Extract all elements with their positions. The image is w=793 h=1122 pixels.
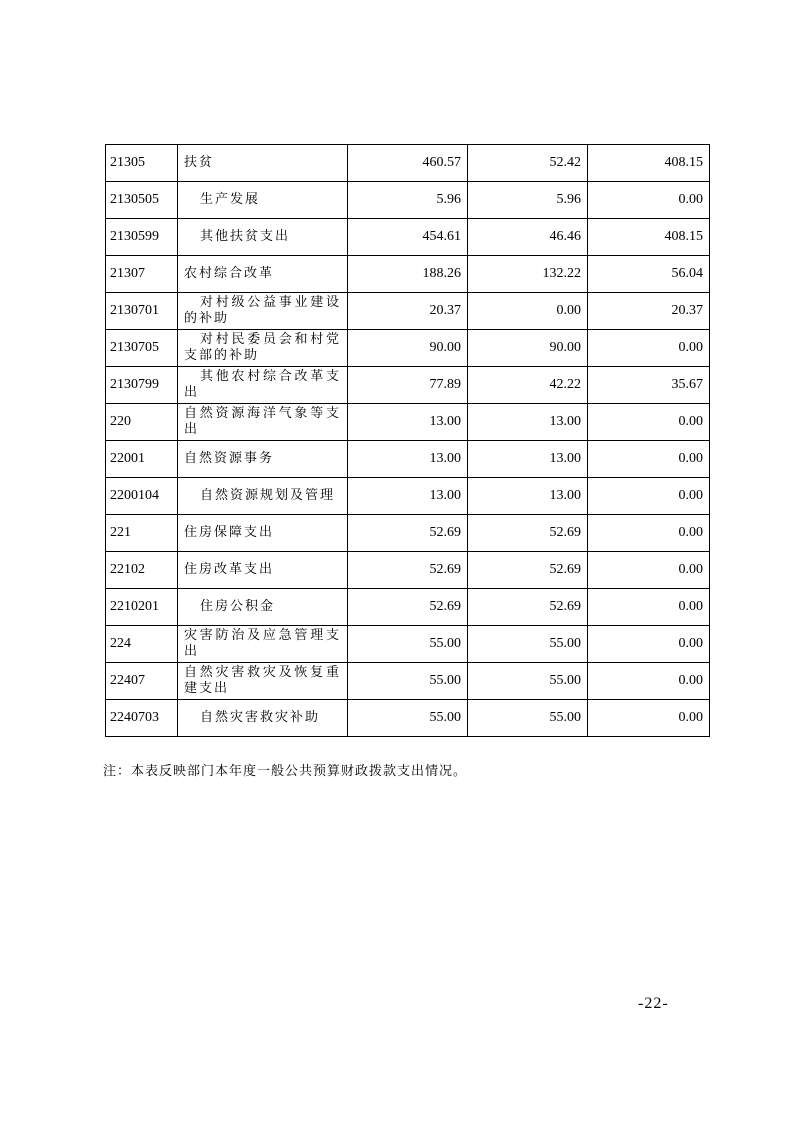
project-expenditure-cell: 20.37 xyxy=(588,293,710,330)
project-expenditure-cell: 0.00 xyxy=(588,700,710,737)
table-row xyxy=(106,182,710,219)
basic-expenditure-cell: 52.69 xyxy=(468,515,588,552)
subject-name-cell: 自然灾害救灾补助 xyxy=(178,700,348,737)
subject-name-cell: 其他扶贫支出 xyxy=(178,219,348,256)
basic-expenditure-cell: 52.42 xyxy=(468,145,588,182)
subject-code-cell: 2130701 xyxy=(106,293,178,330)
project-expenditure-cell: 0.00 xyxy=(588,515,710,552)
table-row xyxy=(106,626,710,663)
project-expenditure-cell: 0.00 xyxy=(588,589,710,626)
subject-code-cell: 22407 xyxy=(106,663,178,700)
project-expenditure-cell: 56.04 xyxy=(588,256,710,293)
project-expenditure-cell: 0.00 xyxy=(588,441,710,478)
project-expenditure-cell: 0.00 xyxy=(588,663,710,700)
project-expenditure-cell: 408.15 xyxy=(588,219,710,256)
subject-name-cell: 对村级公益事业建设的补助 xyxy=(178,293,348,330)
subject-code-cell: 21305 xyxy=(106,145,178,182)
table-row xyxy=(106,663,710,700)
table-row xyxy=(106,219,710,256)
total-amount-cell: 188.26 xyxy=(348,256,468,293)
total-amount-cell: 454.61 xyxy=(348,219,468,256)
basic-expenditure-cell: 55.00 xyxy=(468,626,588,663)
table-row xyxy=(106,700,710,737)
subject-name-cell: 对村民委员会和村党支部的补助 xyxy=(178,330,348,367)
project-expenditure-cell: 0.00 xyxy=(588,478,710,515)
table-row xyxy=(106,367,710,404)
project-expenditure-cell: 0.00 xyxy=(588,626,710,663)
table-row xyxy=(106,293,710,330)
budget-table-container xyxy=(105,144,709,737)
subject-name-cell: 其他农村综合改革支出 xyxy=(178,367,348,404)
table-row xyxy=(106,441,710,478)
basic-expenditure-cell: 46.46 xyxy=(468,219,588,256)
total-amount-cell: 20.37 xyxy=(348,293,468,330)
basic-expenditure-cell: 52.69 xyxy=(468,552,588,589)
subject-name-cell: 自然资源事务 xyxy=(178,441,348,478)
project-expenditure-cell: 408.15 xyxy=(588,145,710,182)
subject-code-cell: 2130705 xyxy=(106,330,178,367)
project-expenditure-cell: 0.00 xyxy=(588,182,710,219)
subject-code-cell: 21307 xyxy=(106,256,178,293)
subject-code-cell: 2130799 xyxy=(106,367,178,404)
total-amount-cell: 52.69 xyxy=(348,515,468,552)
subject-name-cell: 自然资源海洋气象等支出 xyxy=(178,404,348,441)
total-amount-cell: 13.00 xyxy=(348,441,468,478)
subject-code-cell: 2130505 xyxy=(106,182,178,219)
basic-expenditure-cell: 132.22 xyxy=(468,256,588,293)
subject-name-cell: 灾害防治及应急管理支出 xyxy=(178,626,348,663)
subject-code-cell: 220 xyxy=(106,404,178,441)
table-row xyxy=(106,256,710,293)
table-row xyxy=(106,515,710,552)
total-amount-cell: 13.00 xyxy=(348,478,468,515)
subject-name-cell: 住房公积金 xyxy=(178,589,348,626)
total-amount-cell: 55.00 xyxy=(348,700,468,737)
basic-expenditure-cell: 5.96 xyxy=(468,182,588,219)
subject-code-cell: 224 xyxy=(106,626,178,663)
project-expenditure-cell: 0.00 xyxy=(588,330,710,367)
basic-expenditure-cell: 0.00 xyxy=(468,293,588,330)
total-amount-cell: 55.00 xyxy=(348,626,468,663)
subject-code-cell: 2130599 xyxy=(106,219,178,256)
project-expenditure-cell: 35.67 xyxy=(588,367,710,404)
subject-name-cell: 自然资源规划及管理 xyxy=(178,478,348,515)
table-body xyxy=(106,145,710,737)
subject-code-cell: 221 xyxy=(106,515,178,552)
total-amount-cell: 13.00 xyxy=(348,404,468,441)
subject-code-cell: 2210201 xyxy=(106,589,178,626)
table-row xyxy=(106,589,710,626)
table-row xyxy=(106,404,710,441)
basic-expenditure-cell: 13.00 xyxy=(468,404,588,441)
basic-expenditure-cell: 13.00 xyxy=(468,478,588,515)
table-row xyxy=(106,145,710,182)
subject-name-cell: 扶贫 xyxy=(178,145,348,182)
project-expenditure-cell: 0.00 xyxy=(588,552,710,589)
total-amount-cell: 460.57 xyxy=(348,145,468,182)
table-row xyxy=(106,478,710,515)
subject-name-cell: 住房保障支出 xyxy=(178,515,348,552)
total-amount-cell: 52.69 xyxy=(348,589,468,626)
total-amount-cell: 55.00 xyxy=(348,663,468,700)
table-row xyxy=(106,330,710,367)
subject-name-cell: 生产发展 xyxy=(178,182,348,219)
total-amount-cell: 52.69 xyxy=(348,552,468,589)
subject-name-cell: 住房改革支出 xyxy=(178,552,348,589)
page-number: -22- xyxy=(638,995,669,1012)
basic-expenditure-cell: 90.00 xyxy=(468,330,588,367)
subject-code-cell: 22102 xyxy=(106,552,178,589)
subject-code-cell: 2240703 xyxy=(106,700,178,737)
basic-expenditure-cell: 55.00 xyxy=(468,663,588,700)
subject-code-cell: 2200104 xyxy=(106,478,178,515)
table-row xyxy=(106,552,710,589)
basic-expenditure-cell: 13.00 xyxy=(468,441,588,478)
subject-name-cell: 自然灾害救灾及恢复重建支出 xyxy=(178,663,348,700)
table-note: 注：本表反映部门本年度一般公共预算财政拨款支出情况。 xyxy=(103,764,468,779)
total-amount-cell: 77.89 xyxy=(348,367,468,404)
basic-expenditure-cell: 42.22 xyxy=(468,367,588,404)
project-expenditure-cell: 0.00 xyxy=(588,404,710,441)
budget-expenditure-table xyxy=(105,144,710,737)
subject-code-cell: 22001 xyxy=(106,441,178,478)
subject-name-cell: 农村综合改革 xyxy=(178,256,348,293)
basic-expenditure-cell: 52.69 xyxy=(468,589,588,626)
basic-expenditure-cell: 55.00 xyxy=(468,700,588,737)
total-amount-cell: 5.96 xyxy=(348,182,468,219)
total-amount-cell: 90.00 xyxy=(348,330,468,367)
